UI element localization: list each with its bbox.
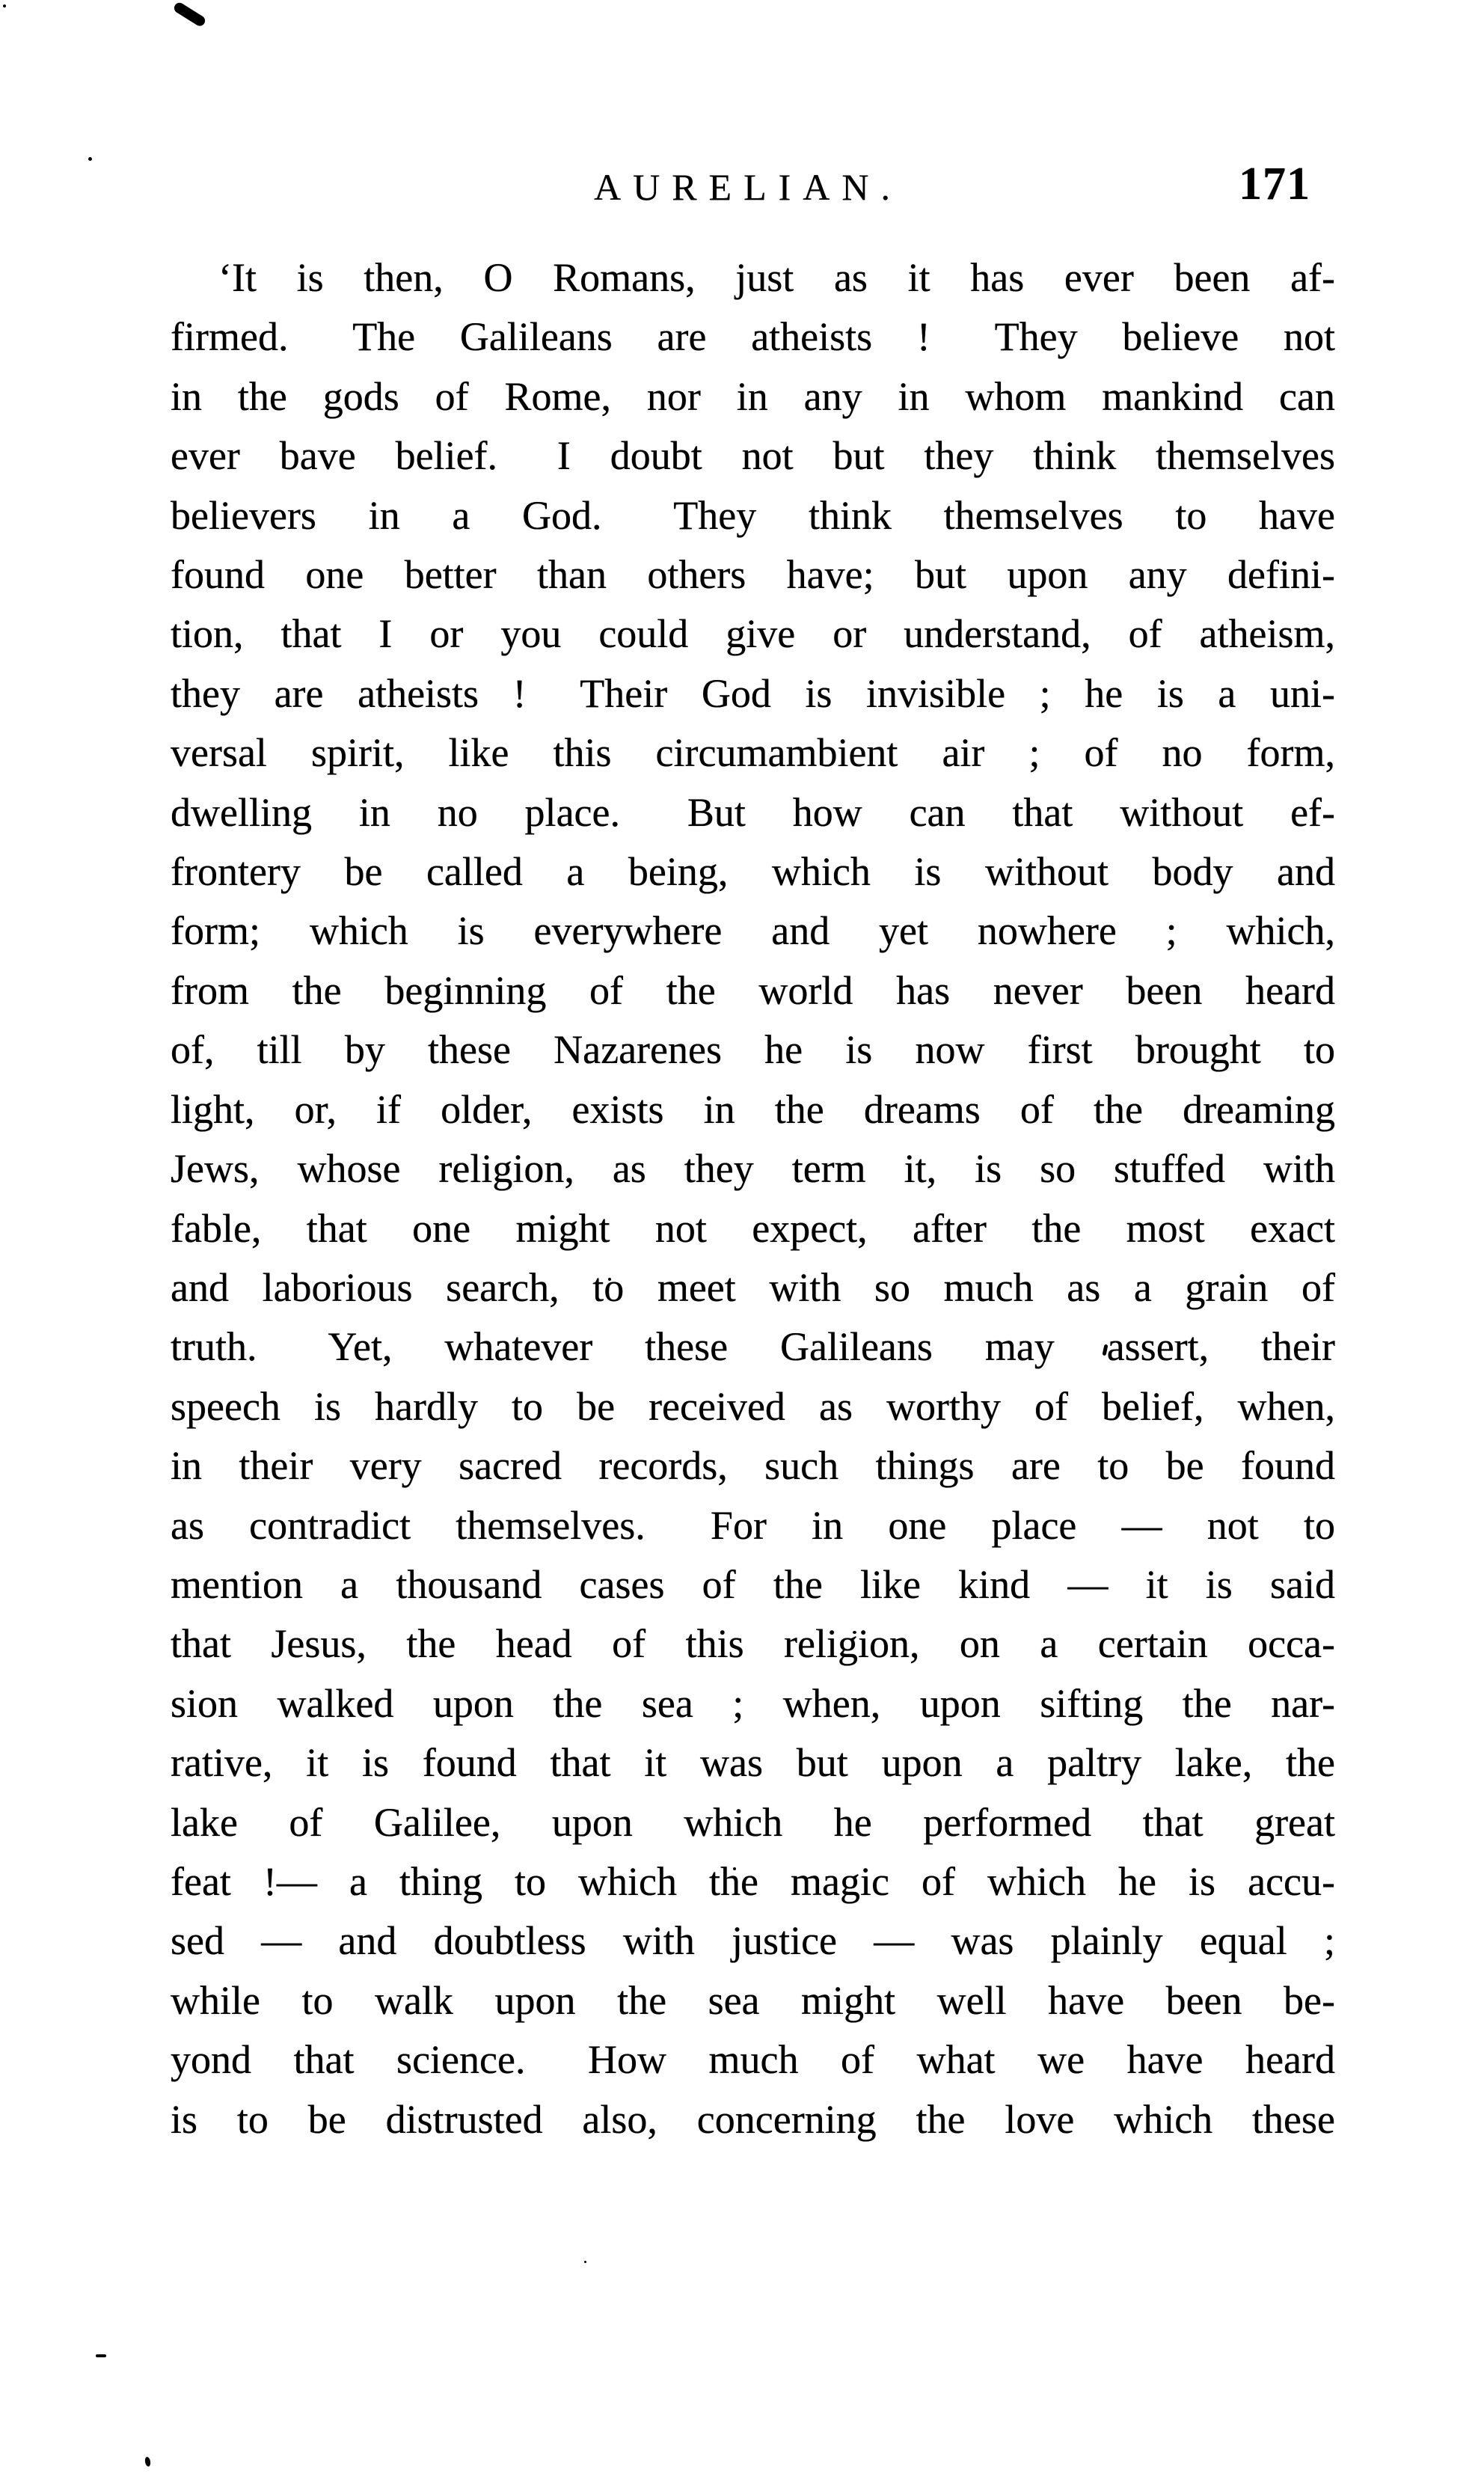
text-line: rative, it is found that it was but upon a paltry lake, the xyxy=(171,1740,1335,1786)
text-line: truth. Yet, whatever these Galileans may assert, their xyxy=(171,1324,1335,1370)
text-line: mention a thousand cases of the like kind — it is said xyxy=(171,1561,1335,1607)
text-line: they are atheists ! Their God is invisible ; he is a uni- xyxy=(171,670,1335,716)
text-line: tion, that I or you could give or understand, of atheism, xyxy=(171,611,1335,657)
text-line: in their very sacred records, such things are to be found xyxy=(171,1443,1335,1489)
text-line: frontery be called a being, which is without body and xyxy=(171,849,1335,895)
ink-speck xyxy=(96,2354,106,2357)
text-line: dwelling in no place. But how can that without ef- xyxy=(171,789,1335,835)
text-line: versal spirit, like this circumambient air ; of no form, xyxy=(171,730,1335,776)
running-header xyxy=(0,159,1484,213)
text-line: of, till by these Nazarenes he is now first brought to xyxy=(171,1027,1335,1073)
text-line: form; which is everywhere and yet nowhere ; which, xyxy=(171,908,1335,954)
text-line: sion walked upon the sea ; when, upon sifting the nar- xyxy=(171,1680,1335,1726)
page-title: AURELIAN. xyxy=(593,166,903,208)
text-line: ever bave belief. I doubt not but they think themselves xyxy=(171,433,1335,479)
ink-speck xyxy=(3,4,6,7)
text-line: lake of Galilee, upon which he performed that great xyxy=(171,1799,1335,1845)
text-line: feat !— a thing to which the magic of which he is accu- xyxy=(171,1858,1335,1904)
text-line: as contradict themselves. For in one place — not to xyxy=(171,1502,1335,1548)
text-line: is to be distrusted also, concerning the love which these xyxy=(171,2096,1335,2142)
text-line: in the gods of Rome, nor in any in whom mankind can xyxy=(171,373,1335,419)
text-line: fable, that one might not expect, after the most exact xyxy=(171,1205,1335,1251)
text-line: speech is hardly to be received as worthy of belief, when, xyxy=(171,1383,1335,1429)
text-line: that Jesus, the head of this religion, on a certain occa- xyxy=(171,1621,1335,1667)
text-line: believers in a God. They think themselves to have xyxy=(171,492,1335,538)
ink-speck xyxy=(88,157,92,161)
text-line: yond that science. How much of what we have heard xyxy=(171,2037,1335,2083)
body-text xyxy=(171,248,1335,2149)
text-line: light, or, if older, exists in the dreams of the dreaming xyxy=(171,1086,1335,1132)
text-line: ‘It is then, O Romans, just as it has ever been af- xyxy=(218,255,1335,300)
text-line: firmed. The Galileans are atheists ! They believe not xyxy=(171,314,1335,360)
ink-speck xyxy=(144,2456,151,2467)
text-line: and laborious search, to meet with so much as a grain of xyxy=(171,1264,1335,1310)
text-line: sed — and doubtless with justice — was plainly equal ; xyxy=(171,1918,1335,1964)
ink-stroke-artifact xyxy=(172,1,206,28)
text-line: from the beginning of the world has never been heard xyxy=(171,967,1335,1013)
page-number: 171 xyxy=(1239,159,1310,209)
text-line: while to walk upon the sea might well have been be- xyxy=(171,1977,1335,2023)
ink-speck xyxy=(584,2261,586,2263)
text-line: Jews, whose religion, as they term it, is so stuffed with xyxy=(171,1146,1335,1192)
text-line: found one better than others have; but upon any defini- xyxy=(171,552,1335,598)
